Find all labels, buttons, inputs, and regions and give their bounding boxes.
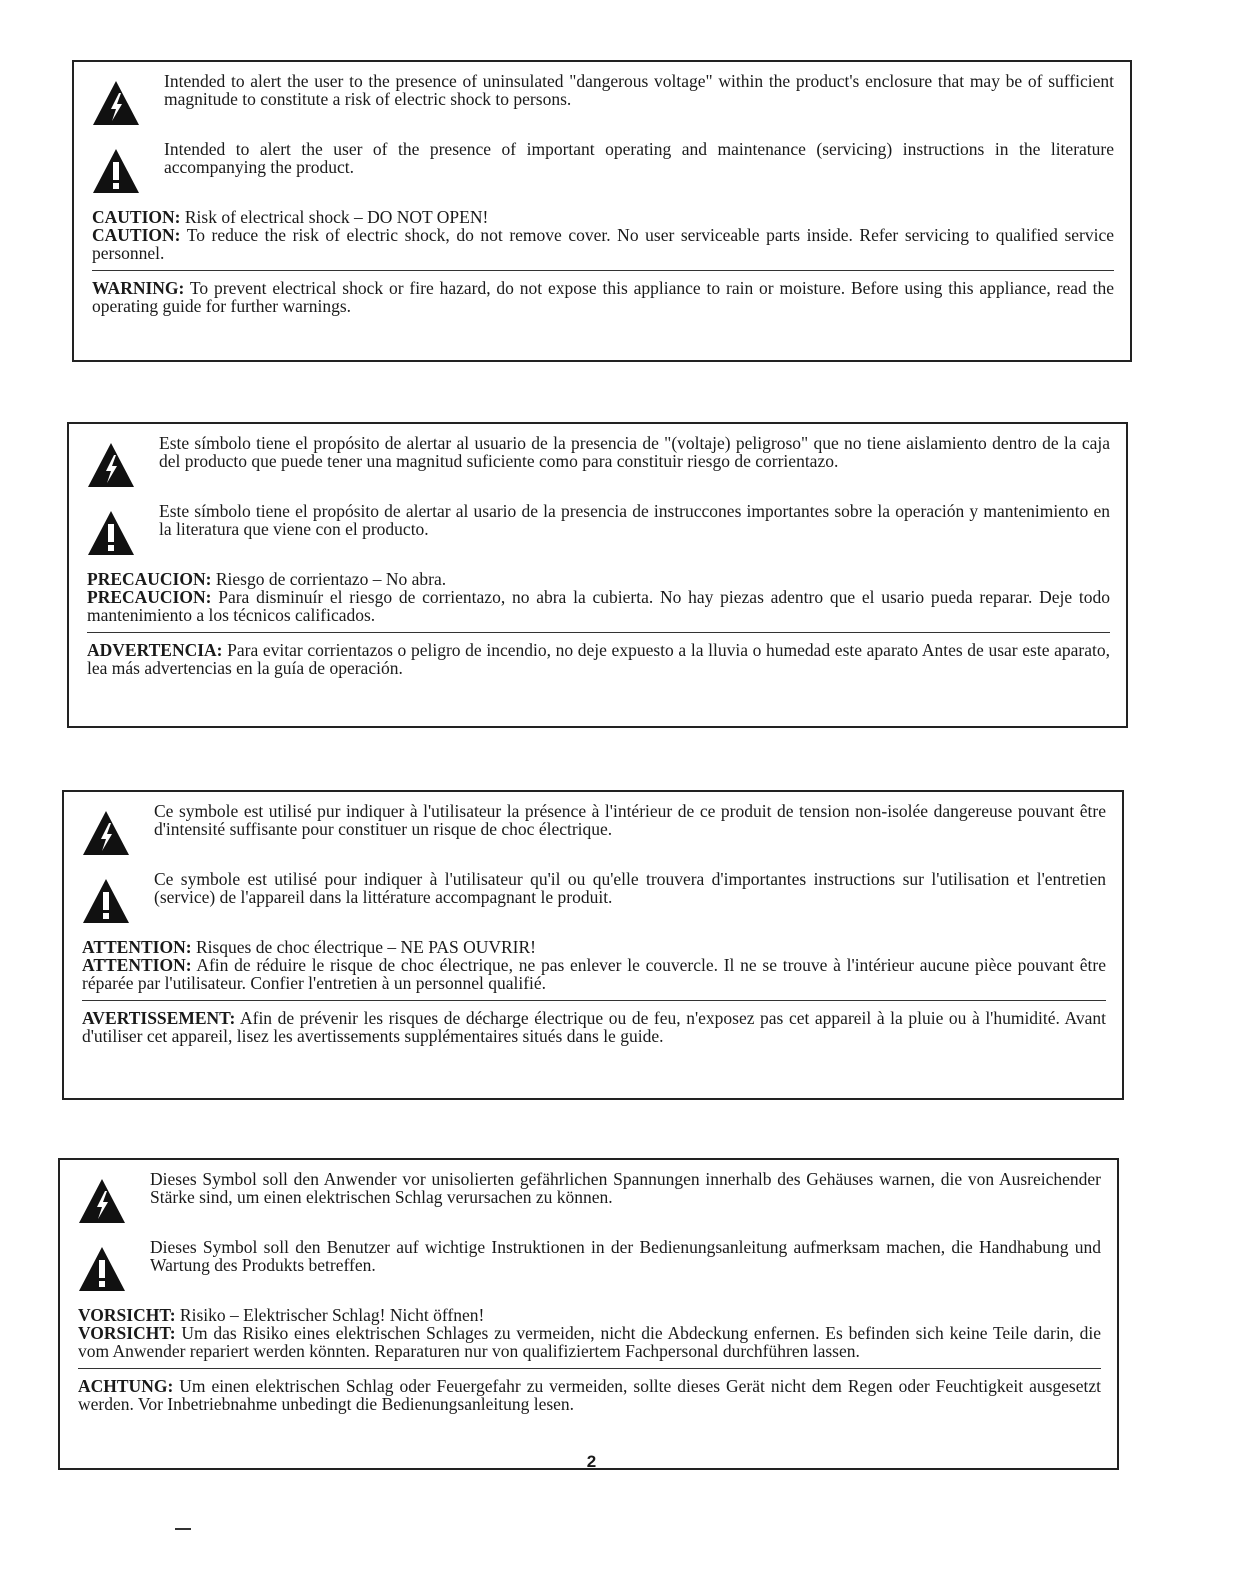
voltage-symbol-text: Intended to alert the user to the presence of uninsulated "dangerous voltage" within the product's enclosure that may be of sufficient magnitude to constitute a risk of electric shock to persons. (164, 71, 1114, 109)
warning-label: ACHTUNG: (78, 1376, 174, 1396)
caution-text: Afin de réduire le risque de choc électrique, ne pas enlever le couvercle. Il ne se trouve à l'intérieur aucune pièce pouvant être réparée par l'utilisateur. Confier l'entretien à un personnel qualifié. (82, 955, 1106, 993)
caution-line-2 (87, 588, 1110, 624)
caution-text: Risques de choc électrique – NE PAS OUVRIR! (191, 937, 537, 957)
instructions-symbol-row (87, 502, 1110, 556)
voltage-symbol-row (78, 1170, 1101, 1224)
caution-label: PRECAUCION: (87, 569, 212, 589)
lightning-triangle-icon (87, 442, 135, 488)
warning-text: Para evitar corrientazos o peligro de incendio, no deje expuesto a la lluvia o humedad este aparato Antes de usar este aparato, lea más advertencias en la guía de operación. (87, 640, 1110, 678)
divider (78, 1368, 1101, 1369)
exclamation-triangle-icon (82, 878, 130, 924)
exclamation-triangle-icon (87, 510, 135, 556)
voltage-symbol-text: Ce symbole est utilisé pur indiquer à l'utilisateur la présence à l'intérieur de ce produit de tension non-isolée dangereuse pouvant être d'intensité suffisante pour constituer un risque de choc électrique. (154, 801, 1106, 839)
caution-text: To reduce the risk of electric shock, do not remove cover. No user serviceable parts inside. Refer servicing to qualified service personnel. (92, 225, 1114, 263)
warning-box-german (58, 1158, 1119, 1470)
instructions-symbol-row (92, 140, 1114, 194)
voltage-symbol-row (87, 434, 1110, 488)
warning-text: To prevent electrical shock or fire hazard, do not expose this appliance to rain or moisture. Before using this appliance, read the operating guide for further warnings. (92, 278, 1114, 316)
caution-text: Riesgo de corrientazo – No abra. (211, 569, 447, 589)
caution-label: ATTENTION: (82, 937, 192, 957)
caution-line-1 (78, 1306, 1101, 1324)
caution-line-1 (87, 570, 1110, 588)
caution-label: PRECAUCION: (87, 587, 212, 607)
footer-dash (175, 1528, 191, 1530)
lightning-triangle-icon (92, 80, 140, 126)
divider (82, 1000, 1106, 1001)
warning-line (78, 1377, 1101, 1413)
warning-box-spanish (67, 422, 1128, 728)
warning-label: AVERTISSEMENT: (82, 1008, 236, 1028)
instructions-symbol-text: Este símbolo tiene el propósito de alertar al usario de la presencia de instruccones importantes sobre la operación y mantenimiento en la literatura que viene con el producto. (159, 501, 1110, 539)
warning-label: ADVERTENCIA: (87, 640, 223, 660)
warning-box-english (72, 60, 1132, 362)
instructions-symbol-text: Dieses Symbol soll den Benutzer auf wichtige Instruktionen in der Bedienungsanleitung aufmerksam machen, die Handhabung und Wartung des Produkts betreffen. (150, 1237, 1101, 1275)
caution-label: CAUTION: (92, 207, 181, 227)
caution-text: Para disminuír el riesgo de corrientazo, no abra la cubierta. No hay piezas adentro que el usario pueda reparar. Deje todo mantenimiento a los técnicos calificados. (87, 587, 1110, 625)
instructions-symbol-text: Intended to alert the user of the presence of important operating and maintenance (servicing) instructions in the literature accompanying the product. (164, 139, 1114, 177)
caution-line-2 (82, 956, 1106, 992)
instructions-symbol-text: Ce symbole est utilisé pour indiquer à l'utilisateur qu'il ou qu'elle trouvera d'importantes instructions sur l'utilisation et l'entretien (service) de l'appareil dans la littérature accompagnant le produit. (154, 869, 1106, 907)
caution-label: ATTENTION: (82, 955, 192, 975)
caution-line-2 (92, 226, 1114, 262)
divider (87, 632, 1110, 633)
divider (92, 270, 1114, 271)
warning-label: WARNING: (92, 278, 185, 298)
page-number: 2 (586, 1452, 597, 1471)
caution-line-1 (92, 208, 1114, 226)
warning-text: Afin de prévenir les risques de décharge électrique ou de feu, n'exposez pas cet appareil à la pluie ou à l'humidité. Avant d'utiliser cet appareil, lisez les avertissements supplémentaires situés dans le guide. (82, 1008, 1106, 1046)
caution-label: VORSICHT: (78, 1323, 176, 1343)
lightning-triangle-icon (82, 810, 130, 856)
exclamation-triangle-icon (92, 148, 140, 194)
voltage-symbol-row (82, 802, 1106, 856)
warning-line (92, 279, 1114, 315)
caution-label: VORSICHT: (78, 1305, 176, 1325)
caution-label: CAUTION: (92, 225, 181, 245)
instructions-symbol-row (78, 1238, 1101, 1292)
instructions-symbol-row (82, 870, 1106, 924)
warning-line (82, 1009, 1106, 1045)
voltage-symbol-text: Dieses Symbol soll den Anwender vor unisolierten gefährlichen Spannungen innerhalb des Gehäuses warnen, die von Ausreichender Stärke sind, um einen elektrischen Schlag verursachen zu können. (150, 1169, 1101, 1207)
voltage-symbol-text: Este símbolo tiene el propósito de alertar al usuario de la presencia de "(voltaje) peligroso" que no tiene aislamiento dentro de la caja del producto que puede tener una magnitud suficiente como para constituir riesgo de corrientazo. (159, 433, 1110, 471)
caution-text: Um das Risiko eines elektrischen Schlages zu vermeiden, nicht die Abdeckung enfernen. Es befinden sich keine Teile darin, die vom Anwender repariert werden könnten. Reparaturen nur von qualifiziertem Fachpersonal durchführen lassen. (78, 1323, 1101, 1361)
voltage-symbol-row (92, 72, 1114, 126)
exclamation-triangle-icon (78, 1246, 126, 1292)
warning-line (87, 641, 1110, 677)
caution-text: Risk of electrical shock – DO NOT OPEN! (180, 207, 489, 227)
caution-line-1 (82, 938, 1106, 956)
warning-text: Um einen elektrischen Schlag oder Feuergefahr zu vermeiden, sollte dieses Gerät nicht dem Regen oder Feuchtigkeit ausgesetzt werden. Vor Inbetriebnahme unbedingt die Bedienungsanleitung lesen. (78, 1376, 1101, 1414)
lightning-triangle-icon (78, 1178, 126, 1224)
caution-line-2 (78, 1324, 1101, 1360)
caution-text: Risiko – Elektrischer Schlag! Nicht öffnen! (175, 1305, 485, 1325)
warning-box-french (62, 790, 1124, 1100)
